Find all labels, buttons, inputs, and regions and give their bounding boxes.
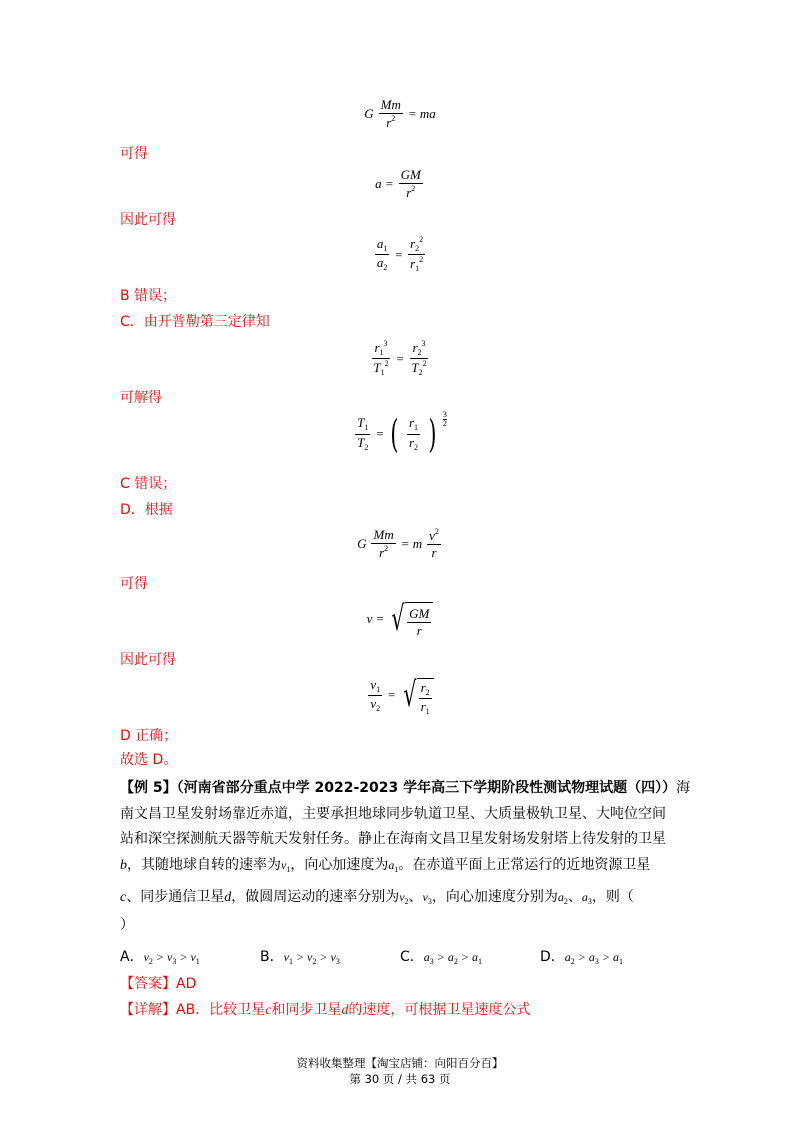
question-line-2: 南文昌卫星发射场靠近赤道，主要承担地球同步轨道卫星、大质量极轨卫星、大吨位空间 bbox=[120, 806, 666, 822]
equation-period-ratio: $\frac{T_1}{T_2}$ = ( $\frac{r_1}{r_2}$ ) 3 2 bbox=[357, 409, 447, 456]
question-line-5: c、同步通信卫星d，做圆周运动的速率分别为$v_2$、$v_3$，向心加速度分别为$a_2$、$a_3$，则（ bbox=[120, 889, 634, 906]
option-a: A．$v_2 > v_3 > v_1$ bbox=[120, 949, 200, 966]
text-guxuan: 故选 D。 bbox=[120, 752, 178, 768]
equation-gravity-acceleration: G $\frac{Mm}{r^2}$ = ma bbox=[364, 97, 436, 130]
text-b-wrong: B 错误； bbox=[120, 288, 177, 304]
page-number: 第 30 页 / 共 63 页 bbox=[349, 1072, 451, 1086]
text-c-wrong: C 错误； bbox=[120, 476, 177, 492]
equation-centripetal: G $\frac{Mm}{r^2}$ = m $\frac{v^2}{r}$ bbox=[357, 527, 439, 560]
text-d-right: D 正确； bbox=[120, 728, 178, 744]
text-d-intro: D．根据 bbox=[120, 502, 173, 518]
text-yinci-kede-2: 因此可得 bbox=[120, 652, 176, 668]
equation-velocity: v = √ $\frac{GM}{r}$ bbox=[0, 598, 800, 640]
text-kejiede: 可解得 bbox=[120, 390, 162, 406]
option-d: D．$a_2 > a_3 > a_1$ bbox=[540, 949, 623, 966]
footer-source: 资料收集整理【淘宝店铺：向阳百分百】 bbox=[296, 1056, 504, 1070]
option-c: C．$a_3 > a_2 > a_1$ bbox=[400, 949, 482, 966]
question-line-4: b，其随地球自转的速率为$v_1$，向心加速度为$a_1$。在赤道平面上正常运行的近地资源卫星 bbox=[120, 857, 651, 874]
detail-line: 【详解】AB．比较卫星c和同步卫星d的速度，可根据卫星速度公式 bbox=[120, 1002, 531, 1018]
equation-velocity-ratio: $\frac{v_1}{v_2}$ = √ $\frac{r_2}{r_1}$ bbox=[0, 674, 800, 717]
question-source: （河南省部分重点中学 2022-2023 学年高三下学期阶段性测试物理试题（四）） bbox=[176, 780, 677, 796]
answer-label: 【答案】 bbox=[120, 976, 176, 992]
question-line-6: ） bbox=[120, 917, 134, 933]
option-b: B．$v_1 > v_2 > v_3$ bbox=[260, 949, 340, 966]
answer-value: AD bbox=[176, 976, 197, 992]
text-kede: 可得 bbox=[120, 146, 148, 162]
answer-line bbox=[120, 974, 196, 994]
equation-acceleration: a = $\frac{GM}{r^2}$ bbox=[375, 167, 421, 200]
question-line-1-tail: 海 bbox=[676, 780, 691, 796]
question-number: 【例 5】 bbox=[120, 780, 177, 796]
text-c-kepler: C．由开普勒第三定律知 bbox=[120, 314, 270, 330]
question-line-3: 站和深空探测航天器等航天发射任务。静止在海南文昌卫星发射场发射塔上待发射的卫星 bbox=[120, 831, 666, 847]
text-yinci-kede: 因此可得 bbox=[120, 212, 176, 228]
equation-kepler-third-law: $\frac{r_1^3}{T_1^2}$ = $\frac{r_2^3}{T_2^2}$ bbox=[373, 339, 427, 378]
detail-label: 【详解】 bbox=[120, 1002, 176, 1018]
equation-acceleration-ratio: $\frac{a_1}{a_2}$ = $\frac{r_2^2}{r_1^2}$ bbox=[376, 235, 424, 274]
text-kede-2: 可得 bbox=[120, 576, 148, 592]
